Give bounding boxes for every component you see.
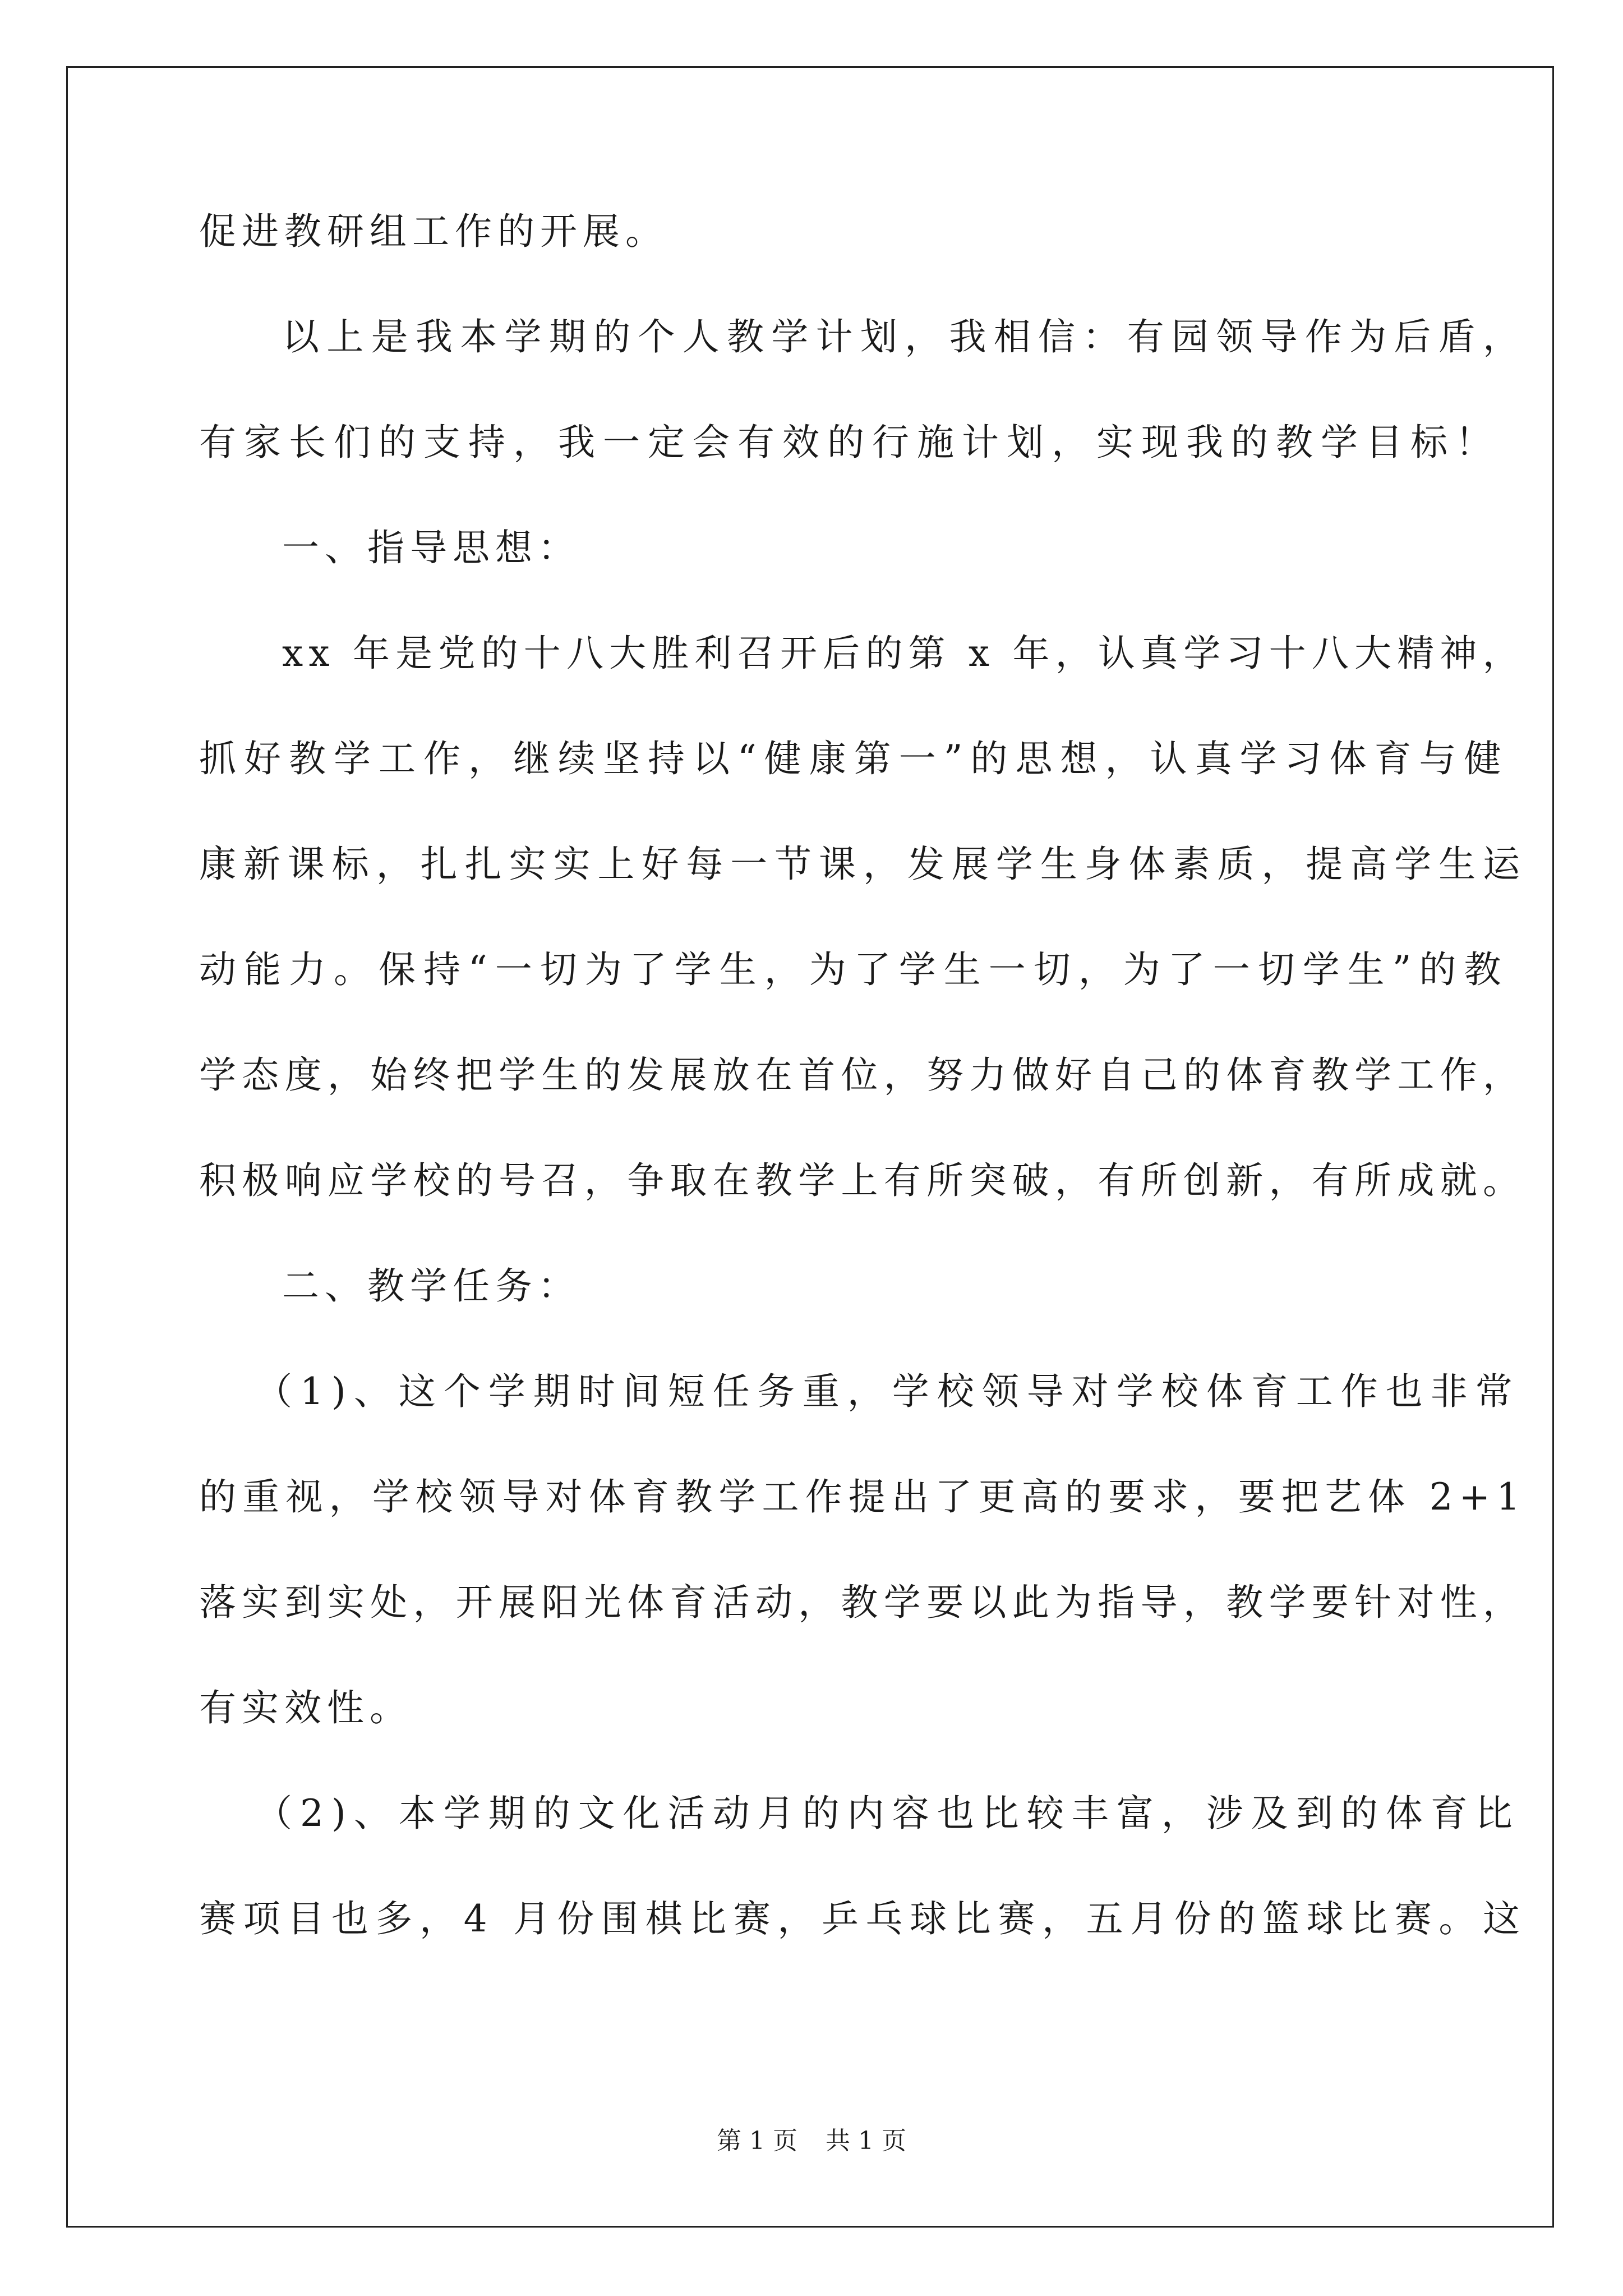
text-line: 康新课标，扎扎实实上好每一节课，发展学生身体素质，提高学生运 [199, 843, 1527, 886]
text-line: 动能力。保持“一切为了学生，为了学生一切，为了一切学生”的教 [199, 948, 1509, 991]
text-line: 有家长们的支持，我一定会有效的行施计划，实现我的教学目标！ [199, 421, 1500, 464]
text-line: 学态度，始终把学生的发展放在首位，努力做好自己的体育教学工作， [199, 1053, 1526, 1097]
page-total: 共 1 页 [826, 2127, 906, 2155]
text-line: xx 年是党的十八大胜利召开后的第 x 年，认真学习十八大精神， [282, 632, 1525, 675]
page-number: 第 1 页 [717, 2127, 797, 2155]
text-line: 以上是我本学期的个人教学计划，我相信：有园领导作为后盾， [282, 315, 1528, 358]
text-line: 赛项目也多，4 月份围棋比赛，乒乓球比赛，五月份的篮球比赛。这 [199, 1897, 1527, 1940]
text-line: 的重视，学校领导对体育教学工作提出了更高的要求，要把艺体 2+1 [199, 1475, 1527, 1519]
section-heading: 二、教学任务： [282, 1264, 580, 1308]
text-line: （1)、这个学期时间短任务重，学校领导对学校体育工作也非常 [255, 1370, 1520, 1413]
text-line: 促进教研组工作的开展。 [199, 210, 668, 253]
text-line: 抓好教学工作，继续坚持以“健康第一”的思想，认真学习体育与健 [199, 737, 1509, 780]
page-footer [0, 2129, 1623, 2154]
text-line: 有实效性。 [199, 1686, 412, 1729]
section-heading: 一、指导思想： [282, 526, 580, 569]
text-line: 积极响应学校的号召，争取在教学上有所突破，有所创新，有所成就。 [199, 1159, 1526, 1202]
text-line: （2)、本学期的文化活动月的内容也比较丰富，涉及到的体育比 [255, 1792, 1520, 1835]
text-line: 落实到实处，开展阳光体育活动，教学要以此为指导，教学要针对性， [199, 1581, 1526, 1624]
